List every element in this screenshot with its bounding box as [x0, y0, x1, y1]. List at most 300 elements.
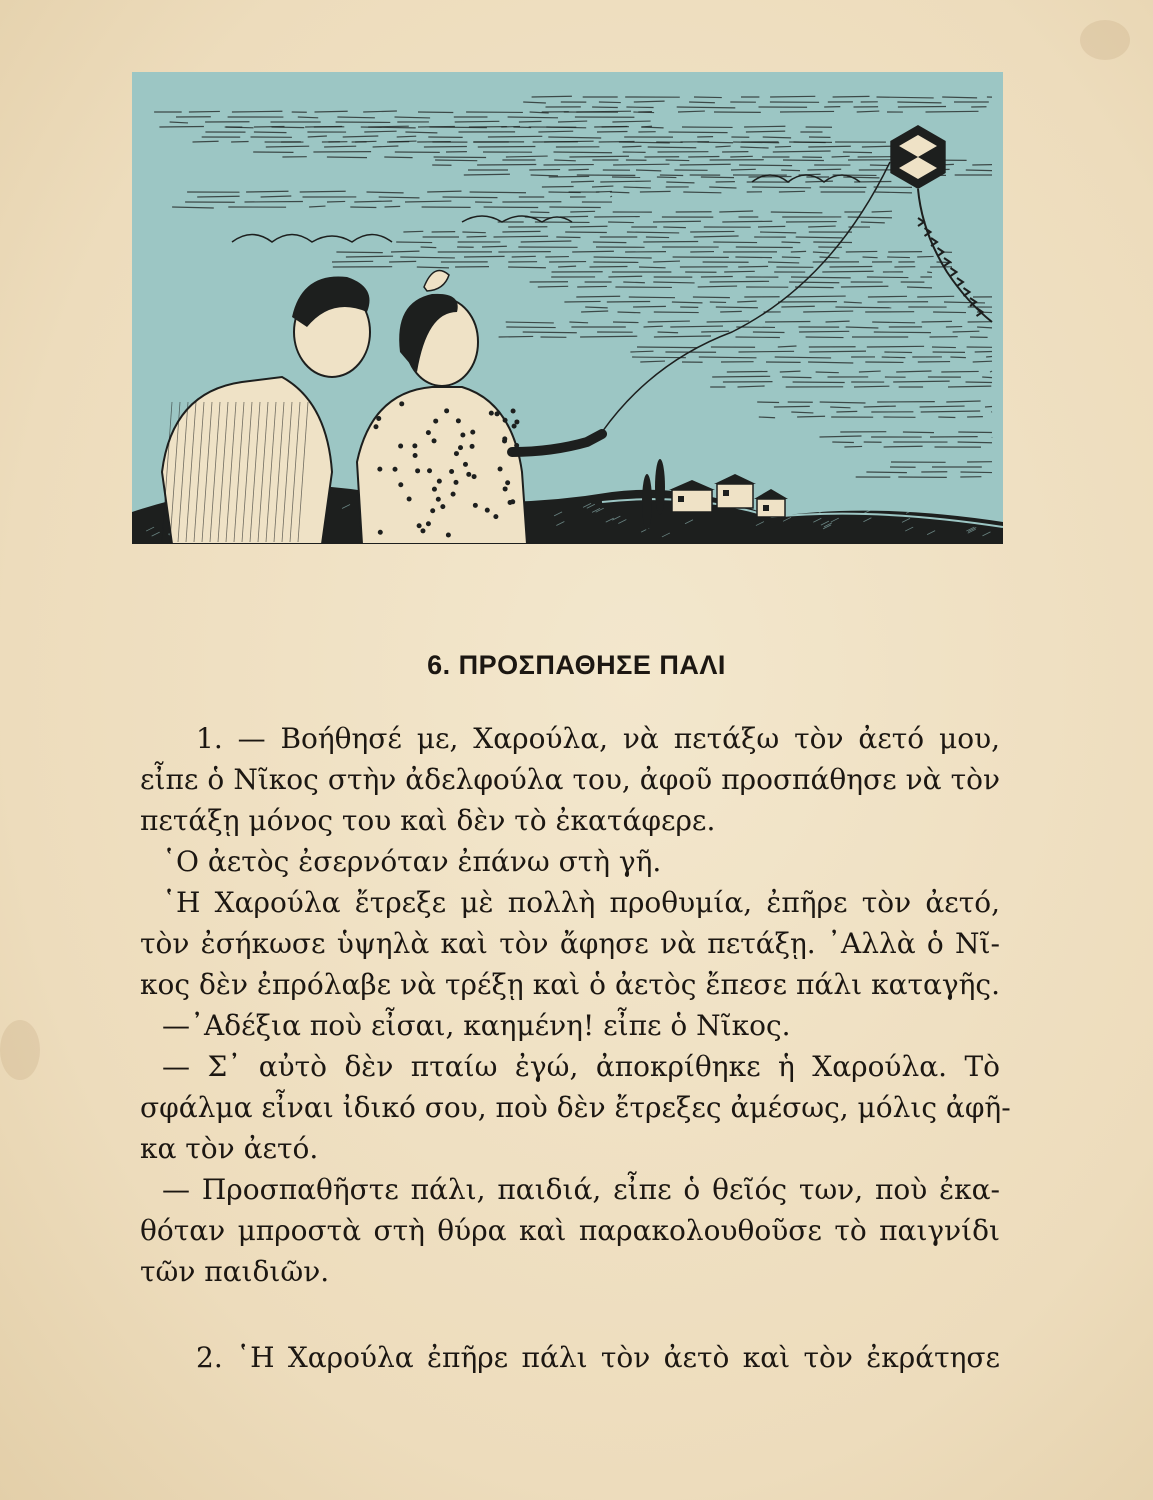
dress-dot — [470, 444, 475, 449]
cloud-stroke — [646, 237, 669, 238]
dress-dot — [398, 444, 403, 449]
cloud-stroke — [523, 332, 577, 333]
cloud-stroke — [576, 111, 631, 112]
cloud-stroke — [570, 226, 608, 227]
cloud-stroke — [843, 152, 872, 153]
cloud-stroke — [797, 416, 825, 417]
cloud-stroke — [549, 192, 581, 193]
cloud-stroke — [759, 417, 775, 418]
cloud-stroke — [577, 286, 607, 287]
page-stain — [1080, 20, 1130, 60]
cloud-stroke — [337, 117, 375, 118]
text-line: κα τὸν ἀετό. — [140, 1132, 319, 1165]
cloud-stroke — [982, 377, 992, 378]
cloud-stroke — [396, 242, 432, 243]
dress-dot — [454, 451, 459, 456]
cloud-stroke — [467, 236, 487, 237]
cloud-stroke — [569, 169, 589, 170]
dress-dot — [433, 419, 438, 424]
house-window — [723, 490, 729, 496]
text-line: εἶπε ὁ Νῖκος στὴν ἀδελφούλα του, ἀφοῦ προσπάθησε νὰ τὸν — [140, 763, 1000, 796]
dress-dot — [473, 503, 478, 508]
cloud-stroke — [807, 169, 841, 170]
cloud-stroke — [397, 136, 417, 137]
cloud-stroke — [556, 237, 580, 238]
cloud-stroke — [752, 187, 811, 188]
cloud-stroke — [677, 107, 736, 108]
cloud-stroke — [836, 411, 857, 412]
cloud-stroke — [736, 337, 780, 338]
cloud-stroke — [478, 146, 536, 147]
cloud-stroke — [327, 157, 367, 158]
cloud-stroke — [569, 322, 588, 323]
dress-dot — [511, 409, 516, 414]
cloud-stroke — [622, 146, 641, 147]
cloud-stroke — [826, 321, 850, 322]
dress-dot — [373, 424, 378, 429]
cloud-stroke — [623, 282, 645, 283]
cloud-stroke — [927, 272, 932, 273]
dress-dot — [413, 453, 418, 458]
cloud-stroke — [739, 351, 795, 352]
cloud-stroke — [254, 132, 287, 133]
text-line: τῶν παιδιῶν. — [140, 1255, 330, 1288]
cloud-stroke — [464, 256, 505, 257]
cloud-stroke — [866, 472, 907, 473]
cloud-stroke — [793, 382, 845, 383]
paragraph-1 — [140, 718, 1011, 1292]
cloud-stroke — [266, 146, 309, 147]
cloud-stroke — [844, 446, 862, 447]
paragraph-2 — [140, 1337, 1000, 1378]
cloud-stroke — [544, 141, 594, 142]
cloud-stroke — [782, 257, 800, 258]
cloud-stroke — [757, 402, 779, 403]
text-line: κος δὲν ἐπρόλαβε νὰ τρέξῃ καὶ ὁ ἀετὸς ἔπεσε πάλι καταγῆς. — [140, 968, 1000, 1001]
cloud-stroke — [593, 242, 627, 243]
cloud-stroke — [554, 160, 576, 161]
cloud-stroke — [794, 142, 826, 143]
cloud-stroke — [658, 332, 679, 333]
cloud-stroke — [783, 160, 824, 161]
dress-dot — [505, 480, 510, 485]
cloud-stroke — [538, 286, 568, 287]
cloud-stroke — [608, 222, 634, 223]
cloud-stroke — [699, 357, 757, 358]
dress-dot — [444, 408, 449, 413]
dress-dot — [463, 462, 468, 467]
dress-dot — [451, 492, 456, 497]
cloud-stroke — [653, 221, 701, 222]
illustration-svg — [132, 72, 1003, 544]
cloud-stroke — [903, 432, 934, 433]
cloud-stroke — [731, 169, 756, 170]
cloud-stroke — [435, 160, 477, 161]
cloud-stroke — [630, 351, 653, 352]
cloud-stroke — [720, 311, 742, 312]
cloud-stroke — [443, 197, 498, 198]
cloud-stroke — [789, 282, 839, 283]
cloud-stroke — [680, 164, 731, 165]
cloud-stroke — [663, 227, 686, 228]
cloud-stroke — [403, 231, 423, 232]
cloud-stroke — [597, 131, 628, 132]
cloud-stroke — [332, 261, 373, 262]
cloud-stroke — [232, 111, 283, 112]
cloud-stroke — [569, 156, 629, 157]
dress-dot — [514, 419, 519, 424]
cloud-stroke — [634, 101, 665, 102]
cloud-stroke — [961, 472, 993, 473]
cloud-stroke — [640, 191, 671, 192]
cloud-stroke — [868, 296, 907, 297]
cloud-stroke — [722, 221, 772, 222]
cloud-stroke — [712, 376, 770, 377]
cloud-stroke — [950, 357, 966, 358]
cloud-stroke — [565, 232, 607, 233]
cloud-stroke — [830, 266, 873, 267]
cloud-stroke — [494, 236, 549, 237]
cloud-stroke — [775, 146, 791, 147]
cloud-stroke — [669, 132, 728, 133]
cloud-stroke — [808, 146, 851, 147]
cloud-stroke — [795, 287, 834, 288]
text-line: σφάλμα εἶναι ἰδικό σου, ποὺ δὲν ἔτρεξες ἀμέσως, μόλις ἀφῆ- — [140, 1091, 1011, 1124]
cloud-stroke — [327, 201, 345, 202]
cloud-stroke — [384, 157, 412, 158]
cloud-stroke — [689, 102, 715, 103]
cloud-stroke — [193, 141, 219, 142]
cloud-stroke — [560, 216, 588, 217]
cloud-stroke — [501, 126, 520, 127]
cloud-stroke — [966, 170, 992, 171]
cloud-stroke — [512, 256, 536, 257]
cloud-stroke — [613, 322, 639, 323]
cloud-stroke — [846, 251, 878, 252]
cloud-stroke — [701, 331, 729, 332]
cloud-stroke — [570, 211, 595, 212]
cloud-stroke — [508, 117, 558, 118]
cloud-stroke — [799, 331, 849, 332]
cloud-stroke — [346, 256, 393, 257]
cloud-stroke — [462, 232, 485, 233]
cypress-tree — [642, 474, 652, 530]
cloud-stroke — [933, 312, 966, 313]
cloud-stroke — [690, 231, 734, 232]
cloud-stroke — [324, 146, 356, 147]
dress-dot — [489, 411, 494, 416]
chapter-number: 6. — [427, 650, 451, 680]
cloud-stroke — [502, 231, 540, 232]
cloud-stroke — [189, 111, 220, 112]
text-line: τὸν ἐσήκωσε ὑψηλὰ καὶ τὸν ἄφησε νὰ πετάξῃ. ᾽Αλλὰ ὁ Νῖ- — [140, 927, 1000, 960]
cloud-stroke — [941, 371, 978, 372]
cloud-stroke — [488, 136, 542, 137]
cloud-stroke — [633, 306, 666, 307]
cloud-stroke — [654, 312, 699, 313]
chapter-heading — [0, 650, 1153, 681]
cloud-stroke — [874, 332, 931, 333]
cloud-stroke — [629, 297, 675, 298]
cloud-stroke — [298, 117, 318, 118]
cloud-stroke — [610, 196, 612, 197]
cloud-stroke — [832, 442, 854, 443]
cloud-stroke — [571, 181, 594, 182]
cloud-stroke — [774, 406, 810, 407]
cloud-stroke — [806, 337, 844, 338]
cloud-stroke — [350, 207, 376, 208]
cloud-stroke — [938, 417, 955, 418]
cloud-stroke — [389, 261, 416, 262]
dress-dot — [426, 430, 431, 435]
cloud-stroke — [613, 164, 669, 165]
cloud-stroke — [643, 241, 698, 242]
cloud-stroke — [519, 121, 542, 122]
cloud-stroke — [554, 152, 613, 153]
house — [717, 484, 753, 508]
cloud-stroke — [421, 247, 437, 248]
cloud-stroke — [770, 96, 815, 97]
dress-dot — [415, 468, 420, 473]
text-line: — Σ᾽ αὐτὸ δὲν πταίω ἐγώ, ἀποκρίθηκε ἡ Χαρούλα. Τὸ — [162, 1050, 1000, 1083]
cloud-stroke — [648, 147, 697, 148]
kite-illustration — [132, 72, 1003, 544]
cloud-stroke — [364, 131, 396, 132]
dress-dot — [503, 486, 508, 491]
cloud-stroke — [710, 281, 770, 282]
cloud-stroke — [816, 372, 839, 373]
cloud-stroke — [727, 371, 768, 372]
cloud-stroke — [780, 111, 834, 112]
cloud-stroke — [626, 107, 653, 108]
cloud-stroke — [830, 407, 850, 408]
cloud-stroke — [713, 242, 757, 243]
dress-dot — [378, 530, 383, 535]
cloud-stroke — [887, 257, 910, 258]
cloud-stroke — [848, 217, 892, 218]
text-line: ῾Η Χαρούλα ἔτρεξε μὲ πολλὴ προθυμία, ἐπῆρε τὸν ἀετό, — [162, 886, 1000, 919]
cloud-stroke — [305, 126, 342, 127]
cloud-stroke — [455, 121, 500, 122]
cloud-stroke — [796, 237, 843, 238]
cloud-stroke — [576, 296, 620, 297]
dress-dot — [472, 474, 477, 479]
dress-dot — [470, 430, 475, 435]
dress-dot — [449, 469, 454, 474]
dress-dot — [495, 411, 500, 416]
cloud-stroke — [973, 361, 992, 362]
dress-dot — [454, 480, 459, 485]
cloud-stroke — [990, 371, 992, 372]
cloud-stroke — [683, 192, 721, 193]
cloud-stroke — [246, 191, 288, 192]
cloud-stroke — [632, 357, 686, 358]
cloud-stroke — [608, 276, 642, 277]
cloud-stroke — [641, 127, 663, 128]
cloud-stroke — [975, 351, 992, 352]
cloud-stroke — [833, 96, 870, 97]
cloud-stroke — [863, 257, 878, 258]
cloud-stroke — [884, 446, 923, 447]
cloud-stroke — [639, 267, 666, 268]
dress-dot — [512, 424, 517, 429]
dress-dot — [446, 533, 451, 538]
cloud-stroke — [716, 307, 758, 308]
dress-dot — [426, 521, 431, 526]
cloud-stroke — [197, 196, 239, 197]
dress-dot — [432, 487, 437, 492]
cloud-stroke — [782, 377, 811, 378]
cloud-stroke — [532, 96, 572, 97]
page-stain — [0, 1020, 40, 1080]
cloud-stroke — [917, 256, 933, 257]
cloud-stroke — [724, 271, 755, 272]
cloud-stroke — [867, 346, 924, 347]
cloud-stroke — [607, 301, 650, 302]
cypress-tree — [655, 459, 665, 515]
cloud-stroke — [572, 251, 614, 252]
cloud-stroke — [429, 127, 487, 128]
cloud-stroke — [245, 201, 303, 202]
dress-dot — [440, 504, 445, 509]
cloud-stroke — [862, 146, 892, 147]
dress-dot — [420, 528, 425, 533]
cloud-stroke — [926, 111, 979, 112]
cloud-stroke — [701, 177, 734, 178]
cloud-stroke — [872, 211, 892, 212]
cloud-stroke — [738, 266, 768, 267]
cloud-stroke — [470, 192, 526, 193]
cloud-stroke — [922, 321, 952, 322]
cloud-stroke — [599, 102, 621, 103]
dress-dot — [456, 418, 461, 423]
house-window — [678, 496, 684, 502]
cloud-stroke — [744, 126, 785, 127]
cloud-stroke — [884, 352, 912, 353]
dress-dot — [412, 443, 417, 448]
cloud-stroke — [781, 170, 800, 171]
dress-dot — [376, 416, 381, 421]
cloud-stroke — [835, 307, 891, 308]
cloud-stroke — [499, 336, 534, 337]
dress-dot — [430, 508, 435, 513]
dress-dot — [503, 418, 508, 423]
cloud-stroke — [508, 267, 546, 268]
cloud-stroke — [549, 176, 590, 177]
dress-dot — [485, 508, 490, 513]
cloud-stroke — [666, 160, 690, 161]
cloud-stroke — [159, 126, 204, 127]
cloud-stroke — [758, 226, 785, 227]
cloud-stroke — [907, 287, 932, 288]
dress-dot — [407, 497, 412, 502]
dress-dot — [399, 401, 404, 406]
dress-dot — [460, 433, 465, 438]
cloud-stroke — [385, 206, 401, 207]
cloud-stroke — [538, 131, 573, 132]
text-line: 1. — Βοήθησέ με, Χαρούλα, νὰ πετάξω τὸν ἀετό μου, — [196, 722, 1000, 755]
cloud-stroke — [672, 302, 703, 303]
cloud-stroke — [882, 357, 906, 358]
cloud-stroke — [735, 257, 772, 258]
cloud-stroke — [315, 111, 348, 112]
text-line: —᾽Αδέξια ποὺ εἶσαι, καημένη! εἶπε ὁ Νῖκος. — [162, 1009, 791, 1042]
cloud-stroke — [867, 277, 909, 278]
cloud-stroke — [300, 191, 346, 192]
cloud-stroke — [986, 356, 992, 357]
cloud-stroke — [254, 126, 285, 127]
cloud-stroke — [771, 212, 823, 213]
cloud-stroke — [644, 326, 663, 327]
cloud-stroke — [610, 192, 630, 193]
cloud-stroke — [739, 165, 792, 166]
dress-dot — [417, 523, 422, 528]
cloud-stroke — [482, 246, 507, 247]
cloud-stroke — [464, 174, 510, 175]
dress-dot — [427, 468, 432, 473]
cloud-stroke — [596, 191, 612, 192]
cloud-stroke — [822, 271, 873, 272]
cloud-stroke — [779, 191, 805, 192]
text-line: — Προσπαθῆστε πάλι, παιδιά, εἶπε ὁ θεῖός των, ποὺ ἐκα- — [162, 1173, 1000, 1206]
dress-dot — [466, 472, 471, 477]
cloud-stroke — [841, 286, 889, 287]
cloud-stroke — [917, 296, 954, 297]
cloud-stroke — [580, 336, 637, 337]
dress-dot — [393, 467, 398, 472]
cloud-stroke — [336, 252, 382, 253]
house — [757, 499, 785, 517]
cloud-stroke — [791, 251, 806, 252]
dress-dot — [458, 445, 463, 450]
chapter-title: ΠΡΟΣΠΑΘΗΣΕ ΠΑΛΙ — [458, 650, 726, 680]
dress-dot — [432, 438, 437, 443]
cloud-stroke — [730, 156, 753, 157]
cloud-stroke — [637, 347, 697, 348]
text-line: πετάξῃ μόνος του καὶ δὲν τὸ ἐκατάφερε. — [140, 804, 716, 837]
cloud-stroke — [854, 386, 889, 387]
dress-dot — [398, 482, 403, 487]
dress-dot — [498, 467, 503, 472]
cloud-stroke — [660, 175, 683, 176]
cloud-stroke — [618, 312, 641, 313]
text-line: ῾Ο ἀετὸς ἐσερνόταν ἐπάνω στὴ γῆ. — [162, 845, 662, 878]
cloud-stroke — [657, 177, 677, 178]
cloud-stroke — [564, 301, 600, 302]
text-line: θόταν μπροστὰ στὴ θύρα καὶ παρακολουθοῦσε τὸ παιγνίδι — [140, 1214, 1000, 1247]
cloud-stroke — [781, 306, 814, 307]
cloud-stroke — [733, 142, 779, 143]
cloud-stroke — [693, 297, 730, 298]
cloud-stroke — [506, 327, 555, 328]
cloud-stroke — [694, 97, 722, 98]
dress-dot — [437, 479, 442, 484]
cloud-stroke — [405, 132, 437, 133]
cloud-stroke — [953, 331, 980, 332]
dress-dot — [508, 500, 513, 505]
cloud-stroke — [832, 156, 850, 157]
text-line: 2. ῾Η Χαρούλα ἐπῆρε πάλι τὸν ἀετὸ καὶ τὸν ἐκράτησε — [196, 1341, 1000, 1374]
cloud-stroke — [424, 146, 467, 147]
dress-dot — [493, 514, 498, 519]
cloud-stroke — [872, 322, 915, 323]
house-window — [763, 505, 769, 511]
cloud-stroke — [782, 242, 801, 243]
dress-dot — [502, 438, 507, 443]
cloud-stroke — [932, 347, 956, 348]
dress-dot — [436, 497, 441, 502]
dress-dot — [377, 467, 382, 472]
